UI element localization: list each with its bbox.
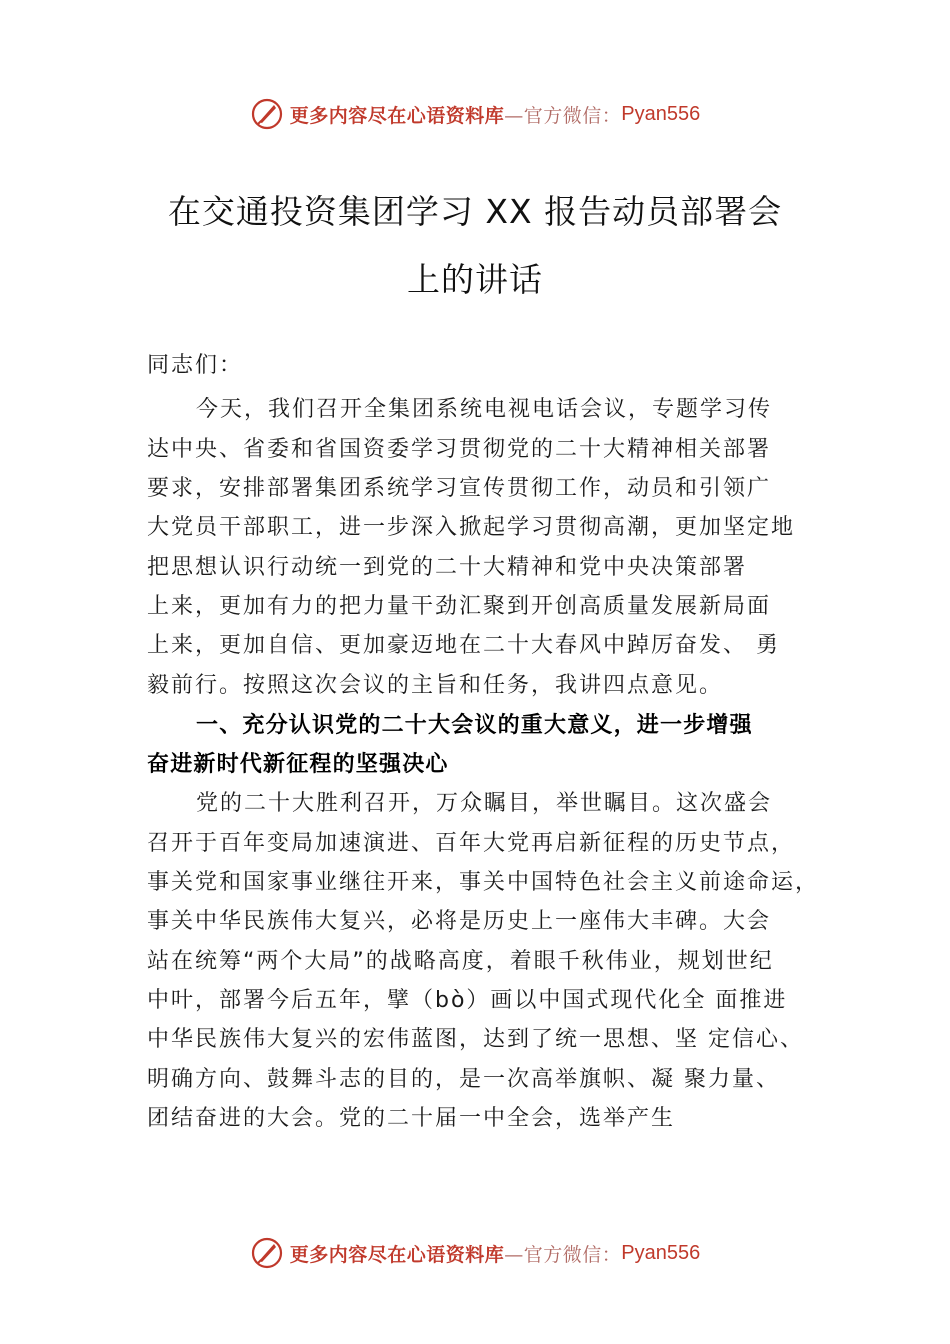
document-title-line-1: 在交通投资集团学习 XX 报告动员部署会 <box>167 192 783 231</box>
paragraph-1-line: 大党员干部职工，进一步深入掀起学习贯彻高潮，更加坚定地 <box>147 515 796 540</box>
paragraph-1-line: 今天，我们召开全集团系统电视电话会议，专题学习传 <box>196 397 773 422</box>
section-heading-1-line: 一、充分认识党的二十大会议的重大意义，进一步增强 <box>196 713 753 738</box>
paragraph-1-line: 把思想认识行动统一到党的二十大精神和党中央决策部署 <box>147 555 748 580</box>
greeting: 同志们： <box>147 353 244 378</box>
footer-banner <box>0 1233 950 1273</box>
paragraph-2-line: 党的二十大胜利召开，万众瞩目，举世瞩目。这次盛会 <box>196 791 773 816</box>
paragraph-2-line: 明确方向、鼓舞斗志的目的，是一次高举旗帜、凝 聚力量、 <box>147 1067 780 1092</box>
paragraph-2-line: 中叶，部署今后五年，擘（bò）画以中国式现代化全 面推进 <box>147 988 788 1013</box>
paragraph-1-line: 要求，安排部署集团系统学习宣传贯彻工作，动员和引领广 <box>147 476 772 501</box>
quill-pen-circle-logo <box>250 97 284 131</box>
paragraph-2-line: 事关党和国家事业继往开来，事关中国特色社会主义前途命运， <box>147 870 820 895</box>
header-banner <box>0 94 950 134</box>
banner-main-text: 更多内容尽在心语资料库 <box>289 1243 505 1266</box>
document-title-line-2: 上的讲话 <box>407 260 543 299</box>
section-heading-1-line: 奋进新时代新征程的坚强决心 <box>147 752 449 777</box>
paragraph-2-line: 站在统筹“两个大局”的战略高度，着眼千秋伟业，规划世纪 <box>147 949 774 974</box>
banner-separator-text: —官方微信： <box>504 104 622 127</box>
paragraph-1-line: 达中央、省委和省国资委学习贯彻党的二十大精神相关部署 <box>147 437 772 462</box>
paragraph-1-line: 上来，更加自信、更加豪迈地在二十大春风中踔厉奋发、 勇 <box>147 633 780 658</box>
paragraph-2-line: 召开于百年变局加速演进、百年大党再启新征程的历史节点， <box>147 831 796 856</box>
banner-main-text: 更多内容尽在心语资料库 <box>289 104 505 127</box>
paragraph-1-line: 上来，更加有力的把力量干劲汇聚到开创高质量发展新局面 <box>147 594 772 619</box>
banner-wechat-id: Pyan556 <box>621 1241 701 1264</box>
paragraph-2-line: 团结奋进的大会。党的二十届一中全会，选举产生 <box>147 1106 676 1131</box>
paragraph-2-line: 中华民族伟大复兴的宏伟蓝图，达到了统一思想、坚 定信心、 <box>147 1027 804 1052</box>
banner-separator-text: —官方微信： <box>504 1243 622 1266</box>
paragraph-2-line: 事关中华民族伟大复兴，必将是历史上一座伟大丰碑。大会 <box>147 909 772 934</box>
paragraph-1-line: 毅前行。按照这次会议的主旨和任务，我讲四点意见。 <box>147 673 724 698</box>
banner-wechat-id: Pyan556 <box>621 102 701 125</box>
quill-pen-circle-logo <box>250 1236 284 1270</box>
